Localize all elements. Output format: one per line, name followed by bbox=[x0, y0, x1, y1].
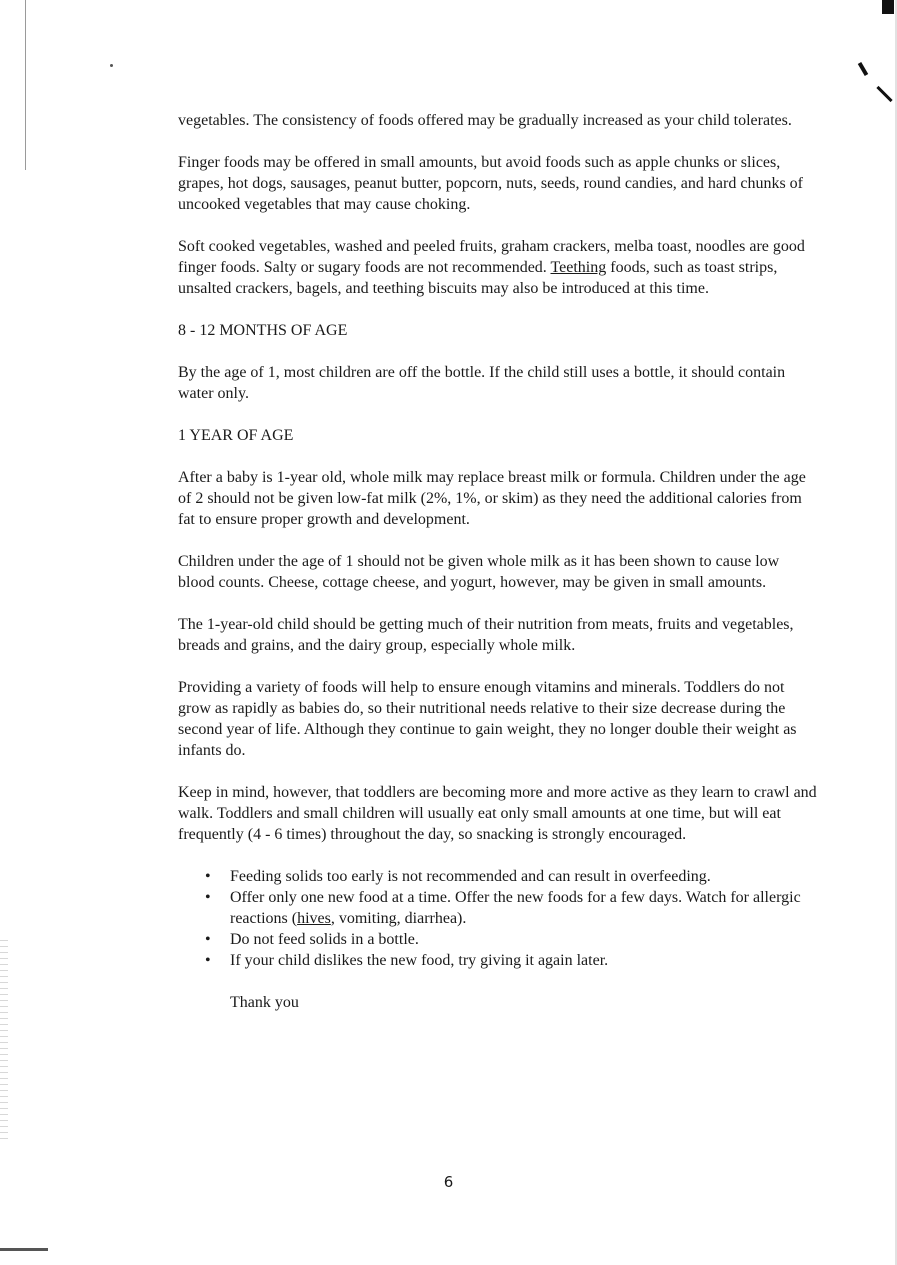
scan-tick-mark bbox=[876, 86, 892, 102]
list-item: • If your child dislikes the new food, try giving it again later. bbox=[230, 950, 818, 971]
document-body bbox=[178, 110, 818, 1013]
scan-bottom-mark bbox=[0, 1248, 48, 1251]
list-item-text: Offer only one new food at a time. Offer the new foods for a few days. Watch for allergic reactions ( bbox=[230, 889, 801, 927]
heading-8-12-months: 8 - 12 MONTHS OF AGE bbox=[178, 322, 348, 339]
list-item-text-end: , vomiting, diarrhea). bbox=[330, 910, 467, 927]
paragraph-choking-foods: Finger foods may be offered in small amounts, but avoid foods such as apple chunks or slices, grapes, hot dogs, sausages, peanut butter, popcorn, nuts, seeds, round candies, and hard chunks of uncooked vegetables that may cause choking. bbox=[178, 154, 803, 213]
paragraph-nutrition: The 1-year-old child should be getting much of their nutrition from meats, fruits and vegetables, breads and grains, and the dairy group, especially whole milk. bbox=[178, 616, 794, 654]
paragraph-under-1: Children under the age of 1 should not be given whole milk as it has been shown to cause low blood counts. Cheese, cottage cheese, and yogurt, however, may be given in small amounts. bbox=[178, 553, 780, 591]
scan-dot bbox=[110, 64, 113, 67]
teething-link: Teething bbox=[550, 259, 607, 276]
feeding-tips-list bbox=[178, 866, 818, 971]
paragraph-variety: Providing a variety of foods will help to ensure enough vitamins and minerals. Toddlers do not grow as rapidly as babies do, so their nutritional needs relative to their size decrease during the second year of life. Although they continue to gain weight, they no longer double their weight as infants do. bbox=[178, 679, 797, 759]
scan-tick-mark bbox=[858, 62, 868, 76]
list-item bbox=[230, 887, 818, 929]
paragraph-finger-foods bbox=[178, 236, 818, 299]
heading-1-year: 1 YEAR OF AGE bbox=[178, 427, 294, 444]
finger-foods-text: Soft cooked vegetables, washed and peeled fruits, graham crackers, melba toast, noodles are good finger foods. Salty or sugary foods are not recommended. bbox=[178, 238, 805, 276]
list-item: • Do not feed solids in a bottle. bbox=[230, 929, 818, 950]
closing-thank-you: Thank you bbox=[230, 994, 299, 1011]
paragraph-consistency: vegetables. The consistency of foods offered may be gradually increased as your child tolerates. bbox=[178, 112, 792, 129]
finger-foods-text-end: foods, such as toast strips, unsalted crackers, bagels, and teething biscuits may also be introduced at this time. bbox=[178, 259, 778, 297]
list-item: • Feeding solids too early is not recommended and can result in overfeeding. bbox=[230, 866, 818, 887]
scan-edge-artifact bbox=[0, 940, 8, 1140]
hives-link: hives bbox=[297, 910, 331, 927]
paragraph-whole-milk: After a baby is 1-year old, whole milk may replace breast milk or formula. Children under the age of 2 should not be given low-fat milk (2%, 1%, or skim) as they need the additional calories from fat to ensure proper growth and development. bbox=[178, 469, 806, 528]
scan-margin-line bbox=[25, 0, 26, 170]
paragraph-active-toddlers: Keep in mind, however, that toddlers are becoming more and more active as they learn to crawl and walk. Toddlers and small children will usually eat only small amounts at one time, but will eat frequently (4 - 6 times) throughout the day, so snacking is strongly encouraged. bbox=[178, 784, 817, 843]
paragraph-bottle: By the age of 1, most children are off the bottle. If the child still uses a bottle, it should contain water only. bbox=[178, 364, 786, 402]
page-number: 6 bbox=[443, 1173, 454, 1191]
scan-corner-mark bbox=[882, 0, 894, 14]
